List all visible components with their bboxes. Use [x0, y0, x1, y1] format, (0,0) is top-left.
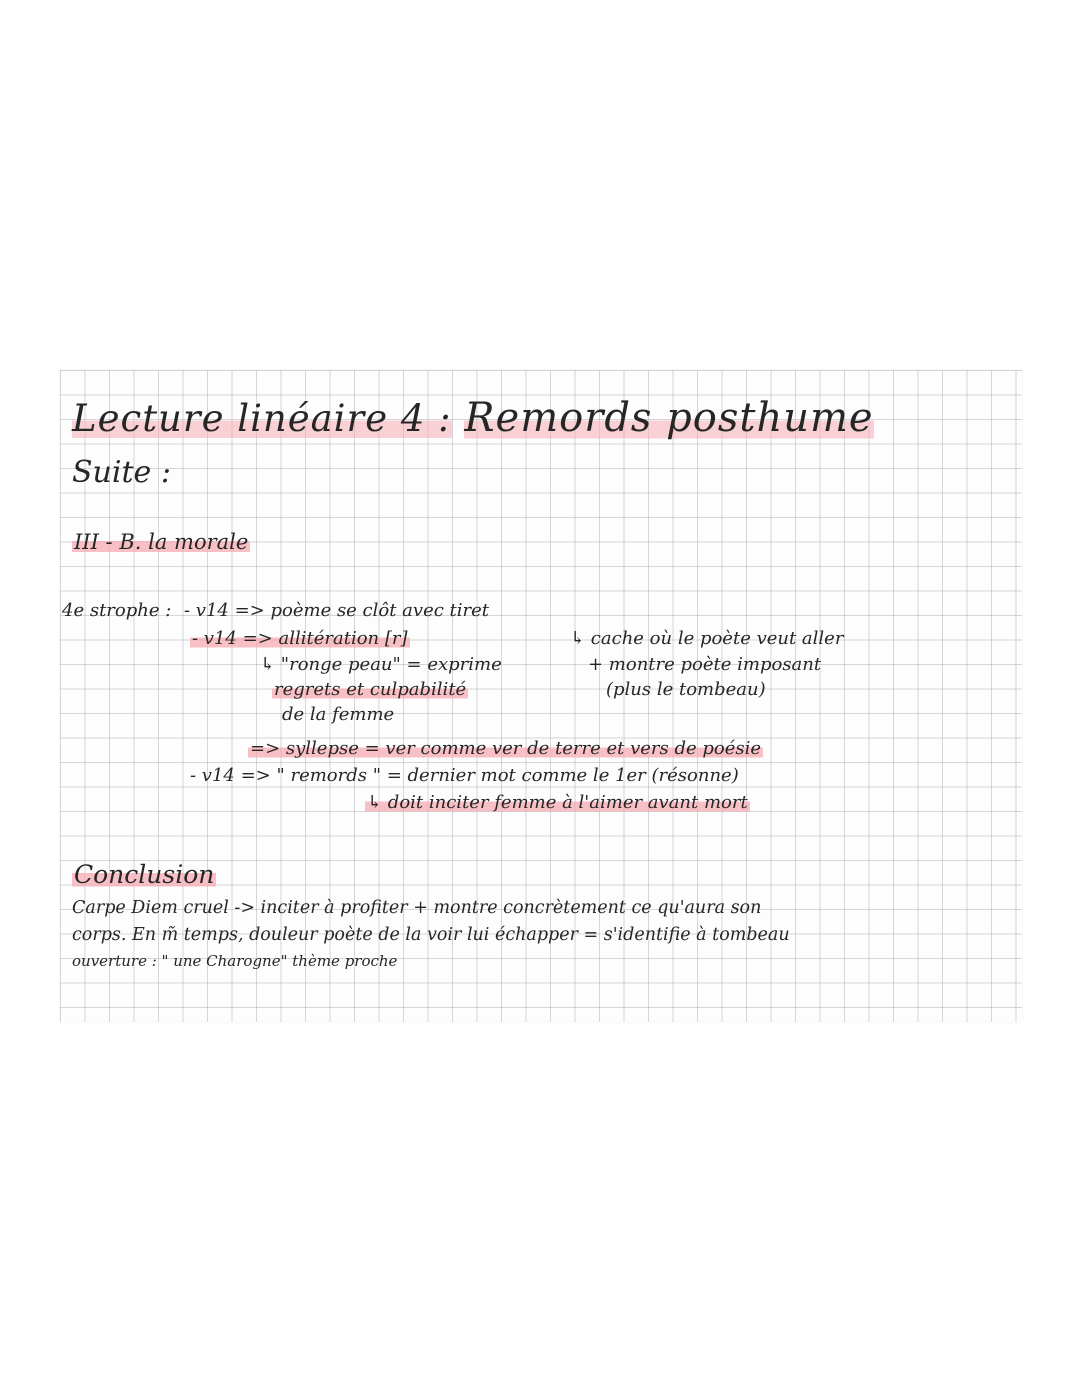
- strophe-label: 4e strophe :: [62, 600, 172, 621]
- strophe-right-3: (plus le tombeau): [606, 679, 766, 700]
- strophe-line-5: [365, 794, 750, 812]
- suite-label: Suite :: [72, 455, 171, 490]
- notebook-card: [60, 370, 1022, 1022]
- strophe-line-2-text: - v14 => allitération [r]: [192, 628, 408, 649]
- strophe-right-1: ↳ cache où le poète veut aller: [570, 628, 844, 649]
- title-prefix: Lecture linéaire 4 :: [72, 397, 452, 440]
- strophe-line-1: - v14 => poème se clôt avec tiret: [184, 600, 490, 621]
- conclusion-line-2-text: corps. En m̃ temps, douleur poète de la voir lui échapper = s'identifie à tombeau: [72, 925, 790, 945]
- conclusion-heading: [72, 862, 216, 887]
- strophe-line-5-text: ↳ doit inciter femme à l'aimer avant mort: [367, 792, 748, 813]
- strophe-line-3-text: => syllepse = ver comme ver de terre et vers de poésie: [250, 738, 762, 759]
- conclusion-heading-text: Conclusion: [74, 860, 215, 889]
- strophe-line-2d: de la femme: [282, 704, 395, 725]
- strophe-line-2b: ↳ "ronge peau" = exprime: [260, 654, 502, 675]
- strophe-right-2: + montre poète imposant: [588, 654, 822, 675]
- strophe-line-3: [248, 740, 763, 758]
- strophe-line-2: [190, 630, 410, 648]
- page-title: [72, 395, 874, 441]
- section-heading: [72, 532, 250, 553]
- strophe-line-4: - v14 => " remords " = dernier mot comme le 1er (résonne): [190, 765, 739, 786]
- strophe-line-2c-text: regrets et culpabilité: [274, 679, 467, 700]
- conclusion-line-2: [72, 927, 790, 945]
- strophe-line-2c: [272, 681, 468, 699]
- title-main: Remords posthume: [464, 395, 874, 441]
- conclusion-line-3: ouverture : " une Charogne" thème proche: [72, 952, 398, 970]
- conclusion-line-1: Carpe Diem cruel -> inciter à profiter + montre concrètement ce qu'aura son: [72, 898, 762, 918]
- section-heading-text: III - B. la morale: [74, 530, 249, 554]
